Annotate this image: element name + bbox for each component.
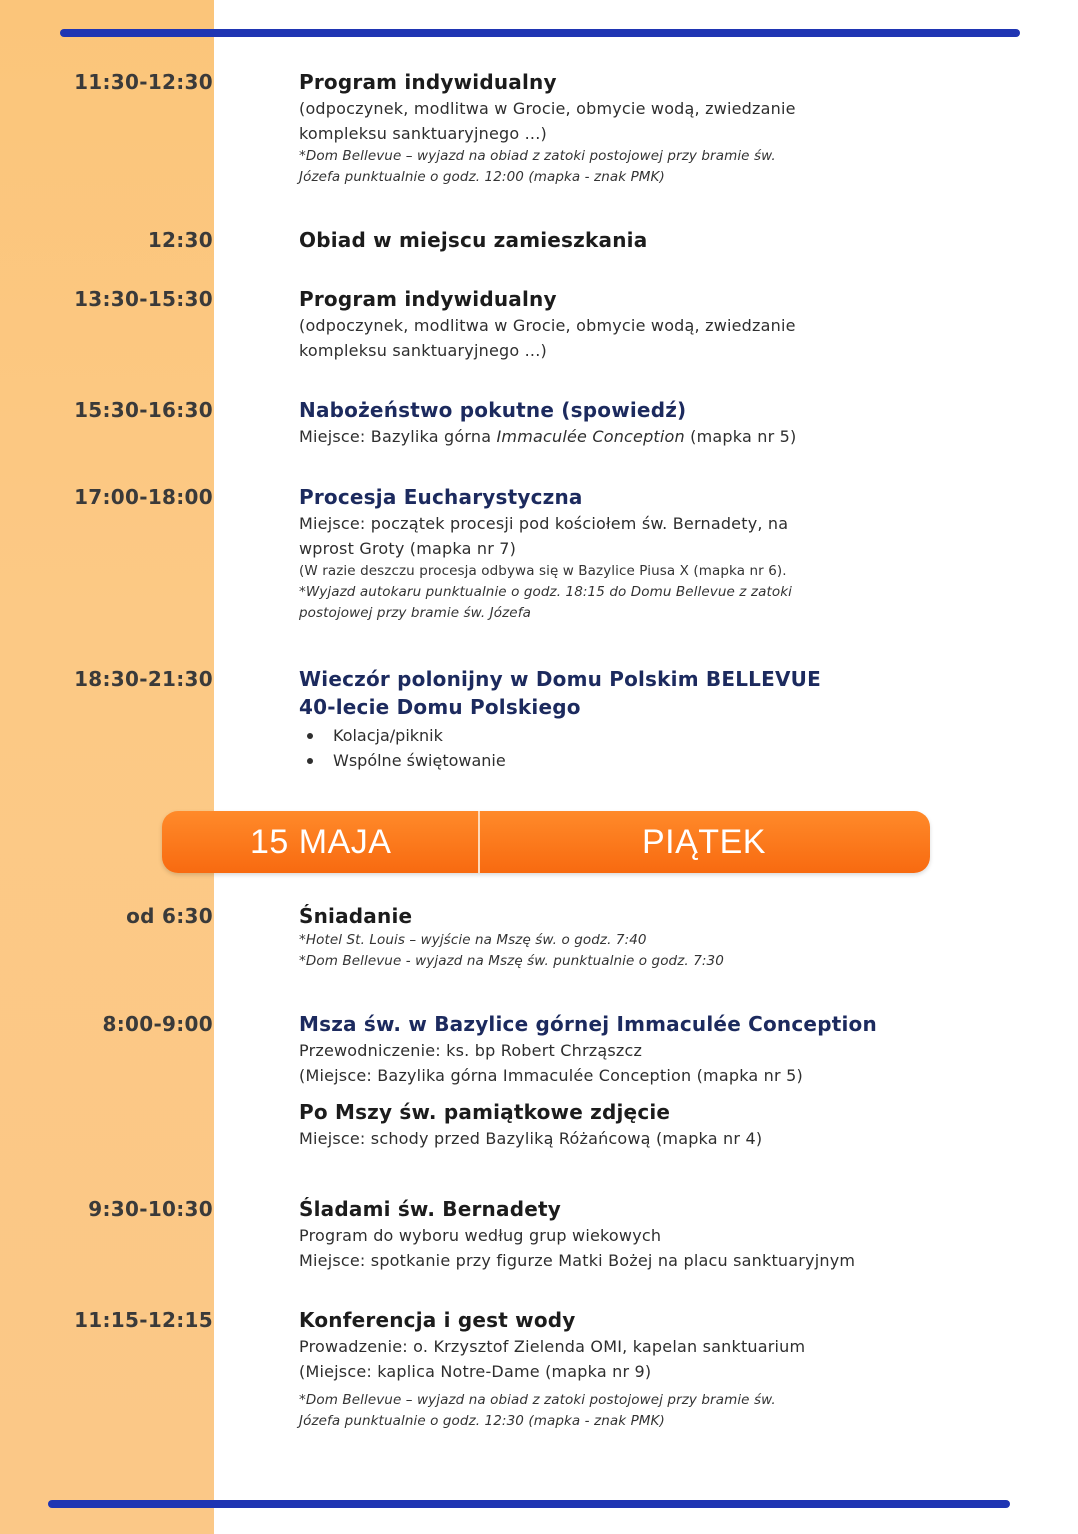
day-weekday: PIĄTEK <box>642 823 766 861</box>
entry-note: *Hotel St. Louis – wyjście na Mszę św. o godz. 7:40 <box>299 932 647 948</box>
entry-time: 8:00-9:00 <box>102 1012 213 1036</box>
entry-note: *Wyjazd autokaru punktualnie o godz. 18:15 do Domu Bellevue z zatoki <box>299 584 792 600</box>
entry-description: kompleksu sanktuaryjnego ...) <box>299 341 547 360</box>
entry-description: Miejsce: spotkanie przy figurze Matki Bożej na placu sanktuaryjnym <box>299 1251 856 1270</box>
banner-divider <box>478 811 480 873</box>
entry-note: *Dom Bellevue – wyjazd na obiad z zatoki postojowej przy bramie św. <box>299 1392 776 1408</box>
entry-description: (Miejsce: Bazylika górna Immaculée Conception (mapka nr 5) <box>299 1066 803 1085</box>
entry-note: *Dom Bellevue - wyjazd na Mszę św. punktualnie o godz. 7:30 <box>299 953 724 969</box>
entry-title: Program indywidualny <box>299 287 557 311</box>
entry-description: wprost Groty (mapka nr 7) <box>299 539 517 558</box>
location-map-ref: (mapka nr 5) <box>684 427 797 446</box>
entry-title: Procesja Eucharystyczna <box>299 485 583 509</box>
entry-location <box>299 424 1019 449</box>
entry-description: Przewodniczenie: ks. bp Robert Chrząszcz <box>299 1041 643 1060</box>
day-date: 15 MAJA <box>250 823 392 861</box>
entry-time: od 6:30 <box>126 904 213 928</box>
entry-description: (odpoczynek, modlitwa w Grocie, obmycie wodą, zwiedzanie <box>299 316 796 335</box>
entry-description: Program do wyboru według grup wiekowych <box>299 1226 662 1245</box>
entry-title: Wieczór polonijny w Domu Polskim BELLEVUE <box>299 667 821 691</box>
entry-title: Śladami św. Bernadety <box>299 1197 561 1221</box>
entry-title: Obiad w miejscu zamieszkania <box>299 228 648 252</box>
entry-note: *Dom Bellevue – wyjazd na obiad z zatoki postojowej przy bramie św. <box>299 148 776 164</box>
entry-time: 15:30-16:30 <box>74 398 213 422</box>
entry-bullet-list <box>299 723 1019 773</box>
entry-title: Nabożeństwo pokutne (spowiedź) <box>299 398 687 422</box>
entry-time: 12:30 <box>147 228 213 252</box>
entry-time: 9:30-10:30 <box>88 1197 213 1221</box>
bullet-item: Kolacja/piknik <box>333 723 1019 748</box>
bottom-divider <box>48 1500 1010 1508</box>
entry-description: (Miejsce: kaplica Notre-Dame (mapka nr 9) <box>299 1362 652 1381</box>
entry-time: 13:30-15:30 <box>74 287 213 311</box>
entry-description: Miejsce: początek procesji pod kościołem św. Bernadety, na <box>299 514 789 533</box>
location-prefix: Miejsce: Bazylika górna <box>299 427 497 446</box>
entry-title: Program indywidualny <box>299 70 557 94</box>
location-name: Immaculée Conception <box>496 427 685 446</box>
entry-time: 11:15-12:15 <box>74 1308 213 1332</box>
top-divider <box>60 29 1020 37</box>
entry-title: Konferencja i gest wody <box>299 1308 576 1332</box>
entry-note: Józefa punktualnie o godz. 12:30 (mapka - znak PMK) <box>299 1413 665 1429</box>
entry-time: 18:30-21:30 <box>74 667 213 691</box>
entry-title-secondary: Po Mszy św. pamiątkowe zdjęcie <box>299 1100 671 1124</box>
entry-time: 17:00-18:00 <box>74 485 213 509</box>
entry-description: Prowadzenie: o. Krzysztof Zielenda OMI, kapelan sanktuarium <box>299 1337 806 1356</box>
entry-note: Józefa punktualnie o godz. 12:00 (mapka - znak PMK) <box>299 169 665 185</box>
bullet-item: Wspólne świętowanie <box>333 748 1019 773</box>
entry-description: kompleksu sanktuaryjnego ...) <box>299 124 547 143</box>
entry-title: Msza św. w Bazylice górnej Immaculée Conception <box>299 1012 877 1036</box>
entry-description: (odpoczynek, modlitwa w Grocie, obmycie wodą, zwiedzanie <box>299 99 796 118</box>
entry-title: Śniadanie <box>299 904 413 928</box>
day-header-banner <box>162 811 930 873</box>
entry-subtitle: 40-lecie Domu Polskiego <box>299 695 581 719</box>
entry-note: postojowej przy bramie św. Józefa <box>299 605 531 621</box>
entry-rain-note: (W razie deszczu procesja odbywa się w Bazylice Piusa X (mapka nr 6). <box>299 563 787 579</box>
entry-time: 11:30-12:30 <box>74 70 213 94</box>
entry-description: Miejsce: schody przed Bazyliką Różańcową (mapka nr 4) <box>299 1129 763 1148</box>
